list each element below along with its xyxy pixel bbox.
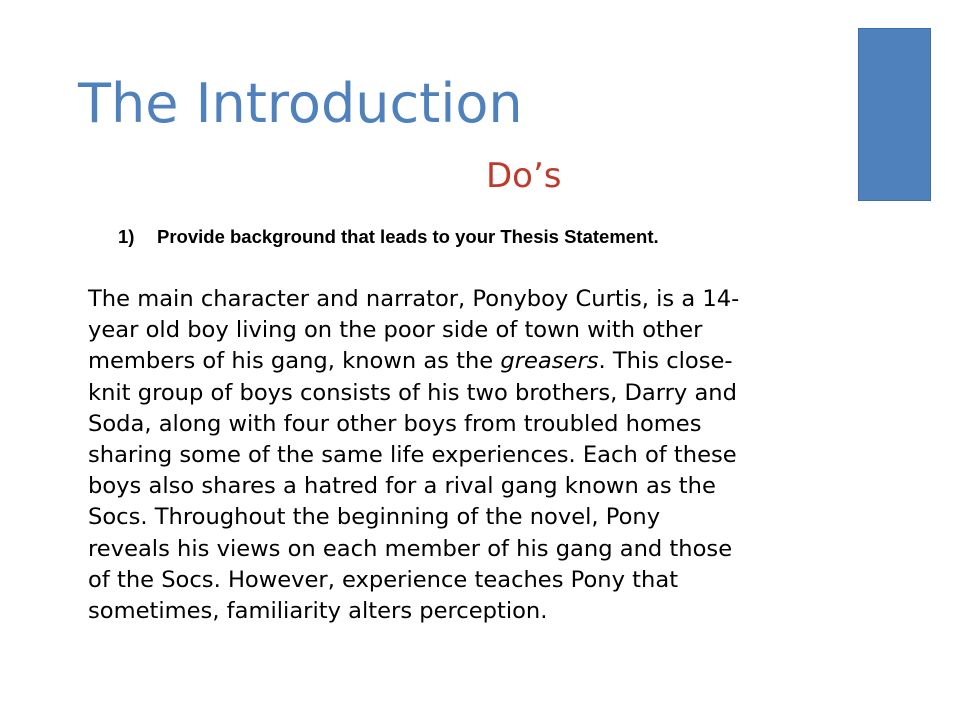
paragraph-text: . This close- (598, 348, 733, 375)
section-heading: Do’s (486, 156, 562, 196)
instruction-item (118, 226, 659, 248)
paragraph-line: Soda, along with four other boys from troubled homes (88, 410, 702, 437)
paragraph-line (88, 346, 888, 377)
paragraph-line: The main character and narrator, Ponyboy Curtis, is a 14- (88, 286, 740, 312)
paragraph-line: boys also shares a hatred for a rival gang known as the (88, 473, 716, 500)
paragraph-line: sharing some of the same life experiences. Each of these (88, 442, 737, 469)
paragraph-line: knit group of boys consists of his two brothers, Darry and (88, 379, 737, 406)
accent-bar (858, 28, 931, 201)
emphasized-term: greasers (500, 348, 599, 375)
paragraph-line: Socs. Throughout the beginning of the novel, Pony (88, 504, 661, 531)
slide-title: The Introduction (78, 72, 523, 135)
paragraph-line: year old boy living on the poor side of town with other (88, 317, 703, 344)
body-paragraph (88, 284, 888, 627)
instruction-text: Provide background that leads to your Thesis Statement. (157, 226, 659, 247)
paragraph-line: of the Socs. However, experience teaches Pony that (88, 566, 679, 593)
list-number: 1) (118, 226, 135, 247)
paragraph-line: reveals his views on each member of his gang and those (88, 535, 733, 562)
paragraph-text: members of his gang, known as the (88, 348, 501, 375)
paragraph-line: sometimes, familiarity alters perception. (88, 598, 548, 625)
